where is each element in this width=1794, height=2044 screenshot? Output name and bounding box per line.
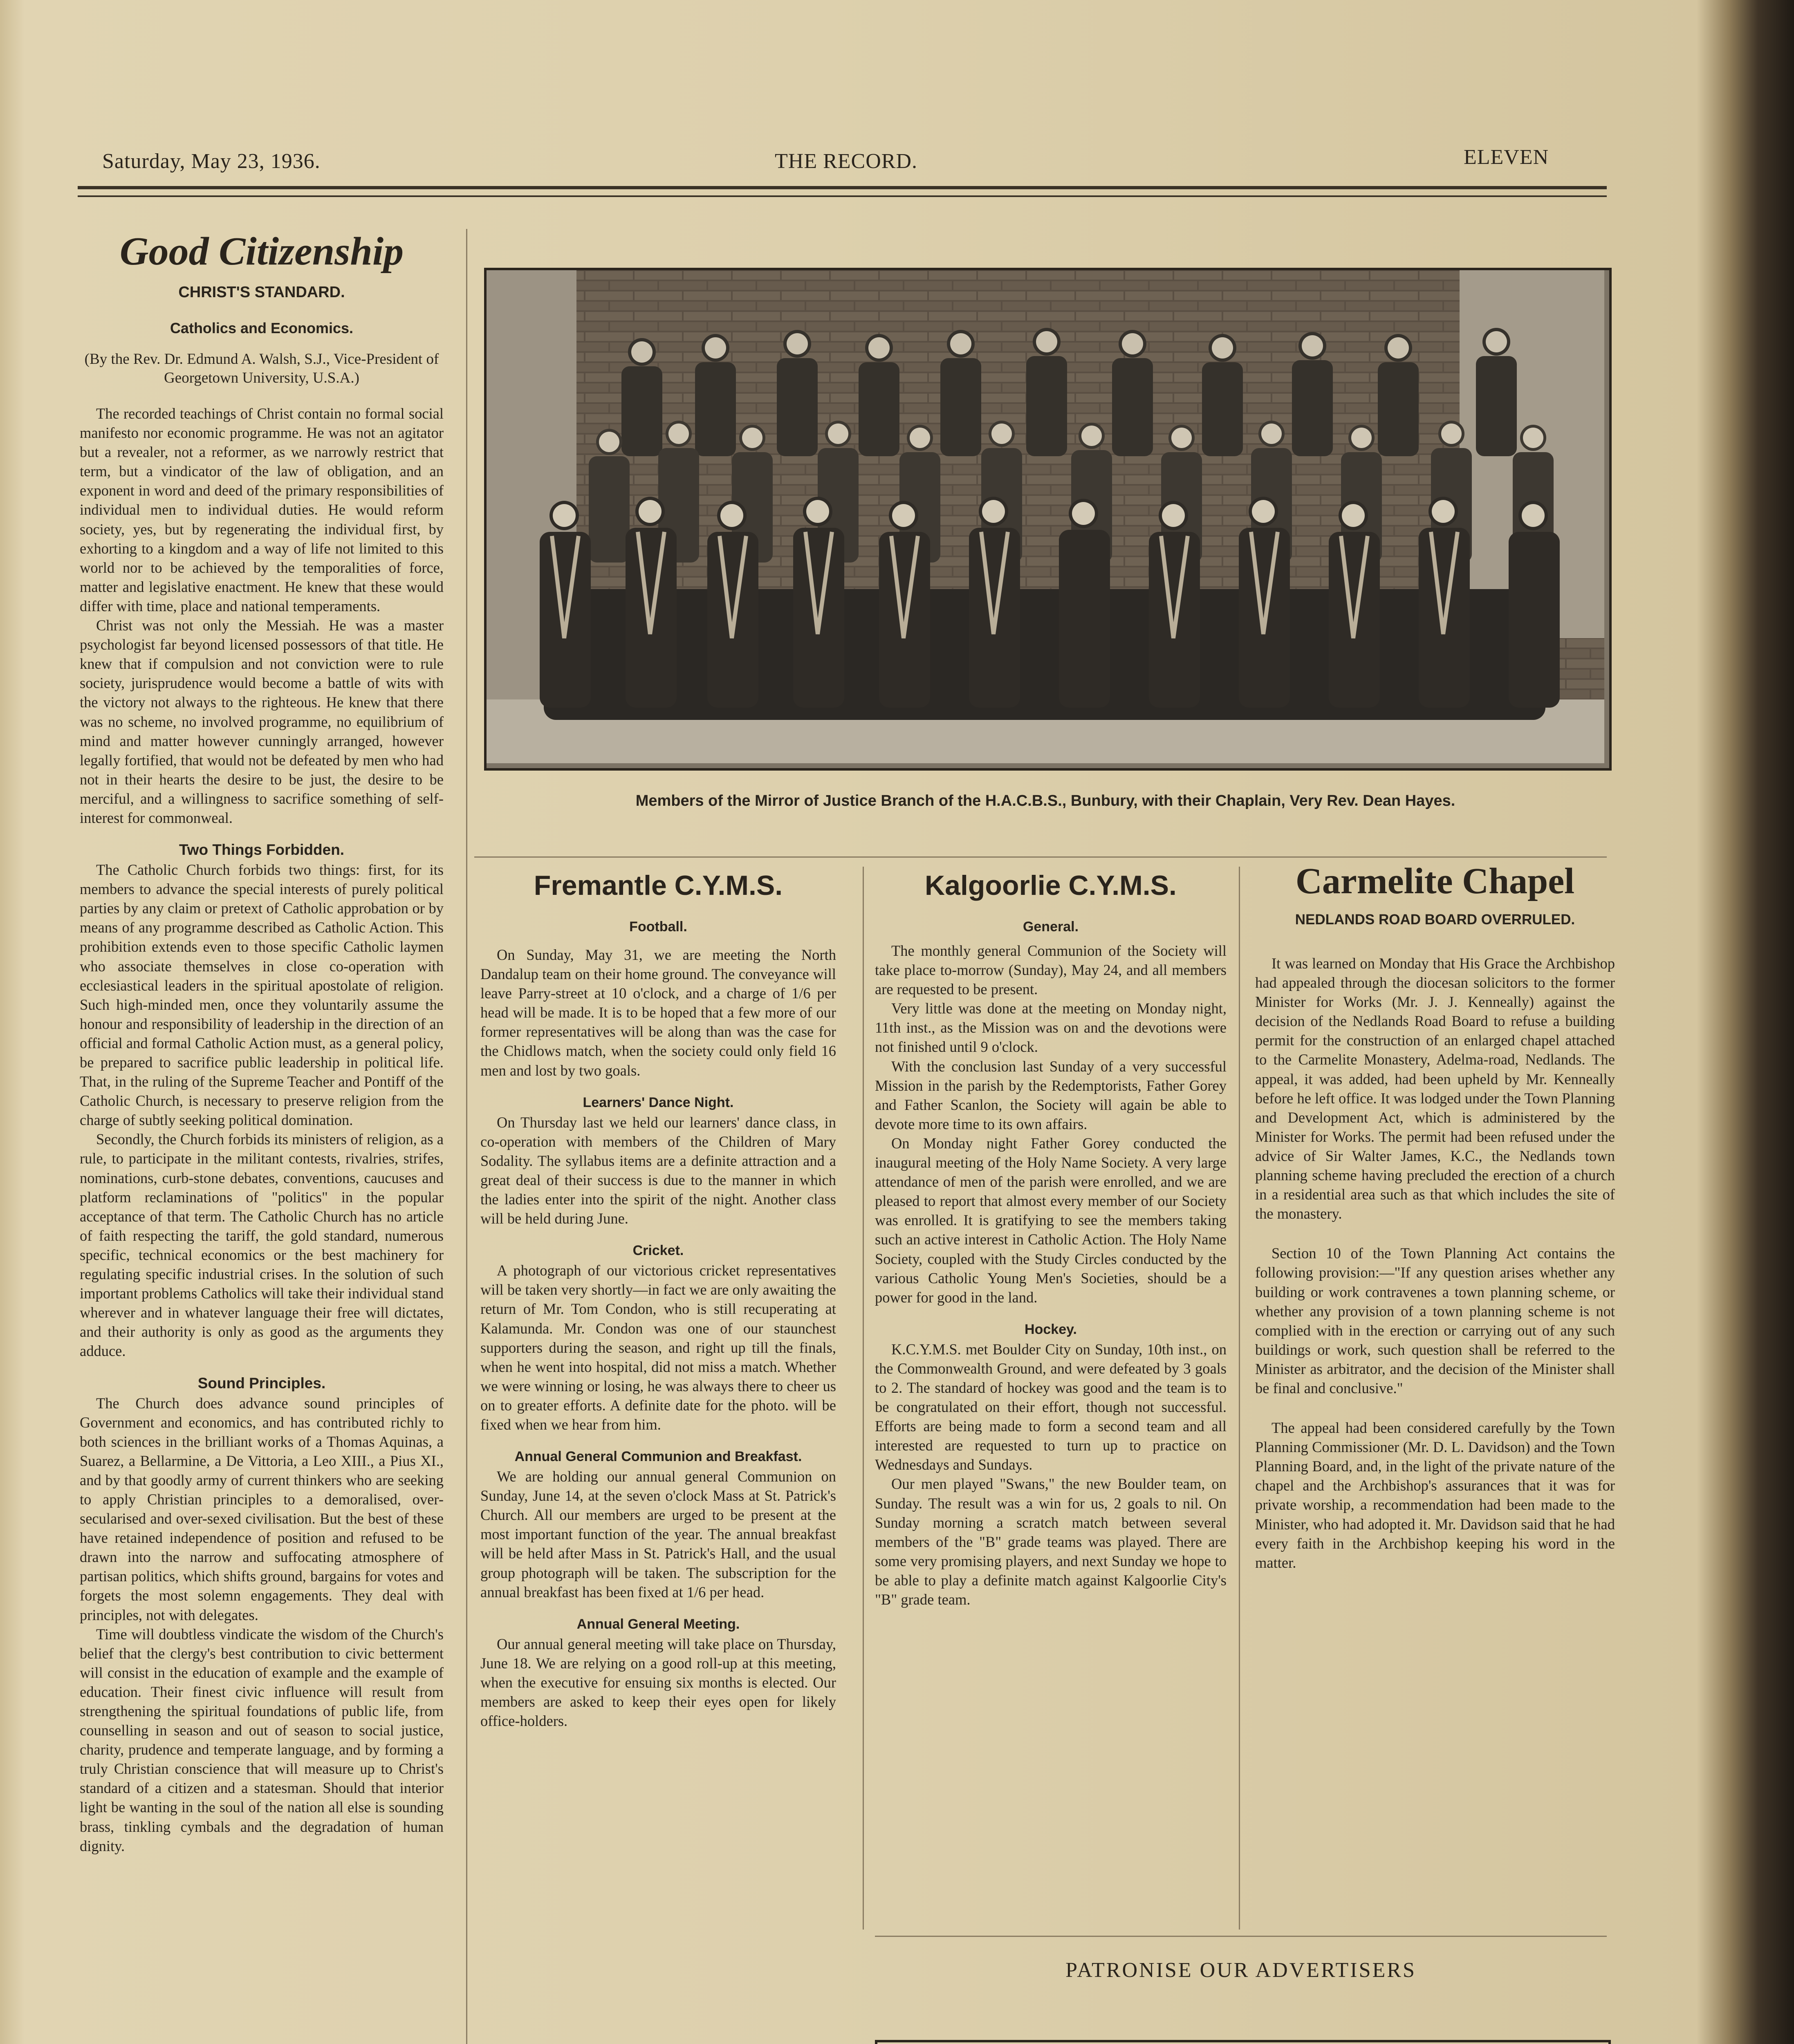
article-body	[1255, 954, 1615, 1572]
paragraph: With the conclusion last Sunday of a very successful Mission in the parish by the Redemptorists, Father Gorey and Father Scanlon, the Society will again be able to devote more time to its own affairs.	[875, 1058, 1227, 1132]
paragraph: Secondly, the Church forbids its ministers of religion, as a rule, to participate in the militant contests, rivalries, strifes, nominations, curb-stone debates, conventions, caucuses and platform reclaminations of "politics" in the popular acceptance of that term. The Catholic Church has no article of faith respecting the tariff, the gold standard, numerous specific, technical economics or the best machinery for regulating specific industrial crises. In the solution of such important problems Catholics will take their individual stand wherever and in whatever language their free will dictates, and their authority is only as good as the arguments they adduce.	[80, 1131, 444, 1360]
fremantle-cyms-article	[480, 867, 836, 1730]
paragraph: The Catholic Church forbids two things: first, for its members to advance the special interests of purely political parties by any claim or pretext of Catholic approbation or by means of any programme described as Catholic Action. This prohibition extends even to those specific Catholic laymen who associate themselves in close co-operation with ecclesiastical leaders in the spiritual apostolate of religion. Such high-minded men, once they voluntarily assume the honour and responsibility of leadership in the direction of an official and formal Catholic Action must, as a general policy, be prepared to sacrifice public leadership in political life. That, in the ruling of the Supreme Teacher and Pontiff of the Catholic Church, is necessary to preserve religion from the charge of subtly seeking political domination.	[80, 861, 444, 1129]
paragraph: The monthly general Communion of the Society will take place to-morrow (Sunday), May 24, and all members are requested to be present.	[875, 942, 1227, 998]
article-body	[480, 1634, 836, 1730]
section-heading: Annual General Meeting.	[576, 1616, 740, 1632]
article-body	[875, 941, 1227, 1307]
subhead: NEDLANDS ROAD BOARD OVERRULED.	[1295, 912, 1575, 928]
paragraph: Christ was not only the Messiah. He was a master psychologist far beyond licensed possessors of that title. He knew that if compulsion and not conviction were to rule society, jurisprudence would become a battle of wits with the victory not always to the righteous. He knew that there was no scheme, no involved programme, no equilibrium of mind and matter however cunningly arranged, however legally fortified, that would not be defeated by men who had not in their hearts the desire to be just, the desire to be merciful, and a willingness to sacrifice something of self-interest for commonweal.	[80, 617, 444, 826]
column-rule	[466, 229, 467, 2044]
issue-date: Saturday, May 23, 1936.	[102, 150, 321, 173]
carmelite-chapel-article	[1255, 863, 1615, 1572]
good-citizenship-article	[80, 229, 444, 1856]
masthead: THE RECORD.	[775, 150, 917, 173]
paragraph: Our annual general meeting will take place on Thursday, June 18. We are relying on a good roll-up at this meeting, when the executive for ensuing six months is elected. Our members are asked to keep their eyes open for likely office-holders.	[480, 1635, 836, 1730]
group-photograph	[484, 268, 1612, 771]
header-rule	[78, 186, 1607, 189]
paragraph: A photograph of our victorious cricket representatives will be taken very shortly—in fact we are only awaiting the return of Mr. Tom Condon, who is still recuperating at Kalamunda. Mr. Condon was one of our staunchest supporters during the season, and right up till the finals, when he went into hospital, did not miss a match. Whether we were winning or losing, he was always there to cheer us on to greater efforts. A definite date for the photo. will be fixed when we hear from him.	[480, 1262, 836, 1433]
paragraph: On Monday night Father Gorey conducted the inaugural meeting of the Holy Name Society. A very large attendance of men of the parish were enrolled, and we are pleased to report that almost every member of our Society was enrolled. It is gratifying to see the members taking such an active interest in Catholic Action. The Holy Name Society, coupled with the Study Circles conducted by the various Catholic Young Men's Societies, should be a power for good in the land.	[875, 1134, 1227, 1306]
paragraph: It was learned on Monday that His Grace the Archbishop had appealed through the diocesan solicitors to the former Minister for Works (Mr. J. J. Kenneally) against the decision of the Nedlands Road Board to refuse a building permit for the construction of an enlarged chapel attached to the Carmelite Monastery, Adelma-road, Nedlands. The appeal, it was added, had been upheld by Mr. Kenneally before he left office. It was lodged under the Town Planning and Development Act, which is administered by the Minister for Works. The permit had been refused under the advice of Sir Walter James, K.C., the Nedlands town planning scheme having precluded the erection of a church in a residential area such as that which includes the site of the monastery.	[1255, 955, 1615, 1222]
article-body	[480, 1113, 836, 1228]
article-body	[480, 1261, 836, 1434]
section-heading: Football.	[629, 919, 687, 935]
article-title: Carmelite Chapel	[1295, 861, 1575, 901]
kalgoorlie-cyms-article	[875, 867, 1227, 1609]
header-rule-thin	[78, 195, 1607, 197]
page-number: ELEVEN	[1464, 146, 1549, 169]
section-heading: Learners' Dance Night.	[583, 1094, 734, 1110]
section-heading: Two Things Forbidden.	[179, 841, 345, 858]
column-rule	[1239, 867, 1240, 1930]
column-rule	[863, 867, 864, 1930]
paragraph: Section 10 of the Town Planning Act contains the following provision:—"If any question arises whether any building or work contravenes a town planning scheme, or whether any provision of a town planning scheme is not complied with in the erection or carrying out of any such buildings or work, such question shall be referred to the Minister as arbitrator, and the decision of the Minister shall be final and conclusive."	[1255, 1245, 1615, 1396]
paragraph: The appeal had been considered carefully by the Town Planning Commissioner (Mr. D. L. Davidson) and the Town Planning Board, and, in the light of the private nature of the chapel and the Archbishop's assurances that it was for private worship, a recommendation had been made to the Minister, who had adopted it. Mr. Davidson said that he had every faith in the Archbishop keeping his word in the matter.	[1255, 1419, 1615, 1571]
paragraph: We are holding our annual general Communion on Sunday, June 14, at the seven o'clock Mass at St. Patrick's Church. All our members are urged to be present at the most important function of the year. The annual breakfast will be held after Mass in St. Patrick's Hall, and the usual group photograph will be taken. The subscription for the annual breakfast has been fixed at 1/6 per head.	[480, 1468, 836, 1600]
paragraph: The Church does advance sound principles of Government and economics, and has contributed richly to both sciences in the brilliant works of a Thomas Aquinas, a Suarez, a Bellarmine, a De Vittoria, a Leo XIII., a Pius XI., and by that goodly army of current thinkers who are seeking to apply Christian principles to a demoralised, over-secularised and over-sexed civilisation. But the best of these have retained independence of position and refused to be drawn into the narrow and suffocating atmosphere of partisan politics, which shifts ground, bargains for votes and forgets the most solemn engagements. They deal with principles, not with delegates.	[80, 1394, 444, 1623]
article-body	[480, 1467, 836, 1602]
patronise-notice: PATRONISE OUR ADVERTISERS	[1065, 1959, 1416, 1982]
subhead: Catholics and Economics.	[170, 320, 354, 336]
group-photo-image	[487, 270, 1604, 763]
caption-rule	[474, 856, 1607, 858]
section-heading: Annual General Communion and Breakfast.	[514, 1449, 802, 1465]
article-body	[80, 1394, 444, 1856]
article-title: Fremantle C.Y.M.S.	[534, 870, 783, 901]
paragraph: K.C.Y.M.S. met Boulder City on Sunday, 10th inst., on the Commonwealth Ground, and were defeated by 3 goals to 2. The standard of hockey was good and the team is to be congratulated on their effort, though not successful. Efforts are being made to form a second team and all interested are requested to turn up to practice on Wednesdays and Sundays.	[875, 1340, 1227, 1473]
paragraph: On Sunday, May 31, we are meeting the North Dandalup team on their home ground. The conveyance will leave Parry-street at 10 o'clock, and a charge of 1/6 per head will be made. It is to be hoped that a few more of our former representatives will be along than was the case for the Chidlows match, when the society could only field 16 men and lost by two goals.	[480, 946, 836, 1079]
photo-caption: Members of the Mirror of Justice Branch of the H.A.C.B.S., Bunbury, with their Chaplain, Very Rev. Dean Hayes.	[635, 792, 1455, 809]
section-heading: General.	[1023, 919, 1079, 935]
paragraph: Time will doubtless vindicate the wisdom of the Church's belief that the clergy's best contribution to civic betterment will consist in the education of example and the example of education. Their finest civic influence will result from strengthening the spiritual foundations of public life, from counselling in season and out of season to social justice, charity, prudence and temperate language, and by forming a truly Christian conscience that will measure up to Christ's standard of a citizen and a statesman. Should that interior light be wanting in the soul of the nation all else is sounding brass, tinkling cymbals and the degradation of human dignity.	[80, 1625, 444, 1854]
tindale-millers-advertisement	[875, 2040, 1611, 2044]
section-heading: Hockey.	[1025, 1321, 1077, 1337]
subhead: CHRIST'S STANDARD.	[178, 284, 345, 301]
article-title: Kalgoorlie C.Y.M.S.	[925, 870, 1177, 901]
paragraph: On Thursday last we held our learners' dance class, in co-operation with members of the Children of Mary Sodality. The syllabus items are a definite attraction and a great deal of their success is due to the manner in which the ladies enter into the spirit of the night. Another class will be held during June.	[480, 1114, 836, 1227]
byline: (By the Rev. Dr. Edmund A. Walsh, S.J., Vice-President of Georgetown University, U.S.A.)	[84, 351, 439, 386]
paragraph: Our men played "Swans," the new Boulder team, on Sunday. The result was a win for us, 2 goals to nil. On Sunday morning a scratch match between several members of the "B" grade teams was played. There are some very promising players, and next Sunday we hope to be able to play a definite match against Kalgoorlie City's "B" grade team.	[875, 1475, 1227, 1608]
article-body	[875, 1340, 1227, 1609]
article-body	[480, 945, 836, 1080]
section-heading: Sound Principles.	[197, 1374, 326, 1392]
article-body	[80, 404, 444, 827]
paragraph: Very little was done at the meeting on Monday night, 11th inst., as the Mission was on and the devotions were not finished until 9 o'clock.	[875, 1000, 1227, 1056]
section-heading: Cricket.	[632, 1243, 684, 1259]
article-title: Good Citizenship	[119, 229, 404, 273]
article-body	[80, 860, 444, 1360]
paragraph: The recorded teachings of Christ contain no formal social manifesto nor economic programme. He was not an agitator but a revealer, not a reformer, as we narrowly restrict that term, but a vindicator of the law of obligation, and an exponent in word and deed of the primary responsibilities of individual men to individual duties. He would reform society, yes, but by regenerating the individual first, by exhorting to a kingdom and a way of life not limited to this world nor to be achieved by the temporalities of force, matter and legislative enactment. He knew that these would differ with time, place and national temperaments.	[80, 405, 444, 614]
section-rule	[875, 1936, 1607, 1937]
